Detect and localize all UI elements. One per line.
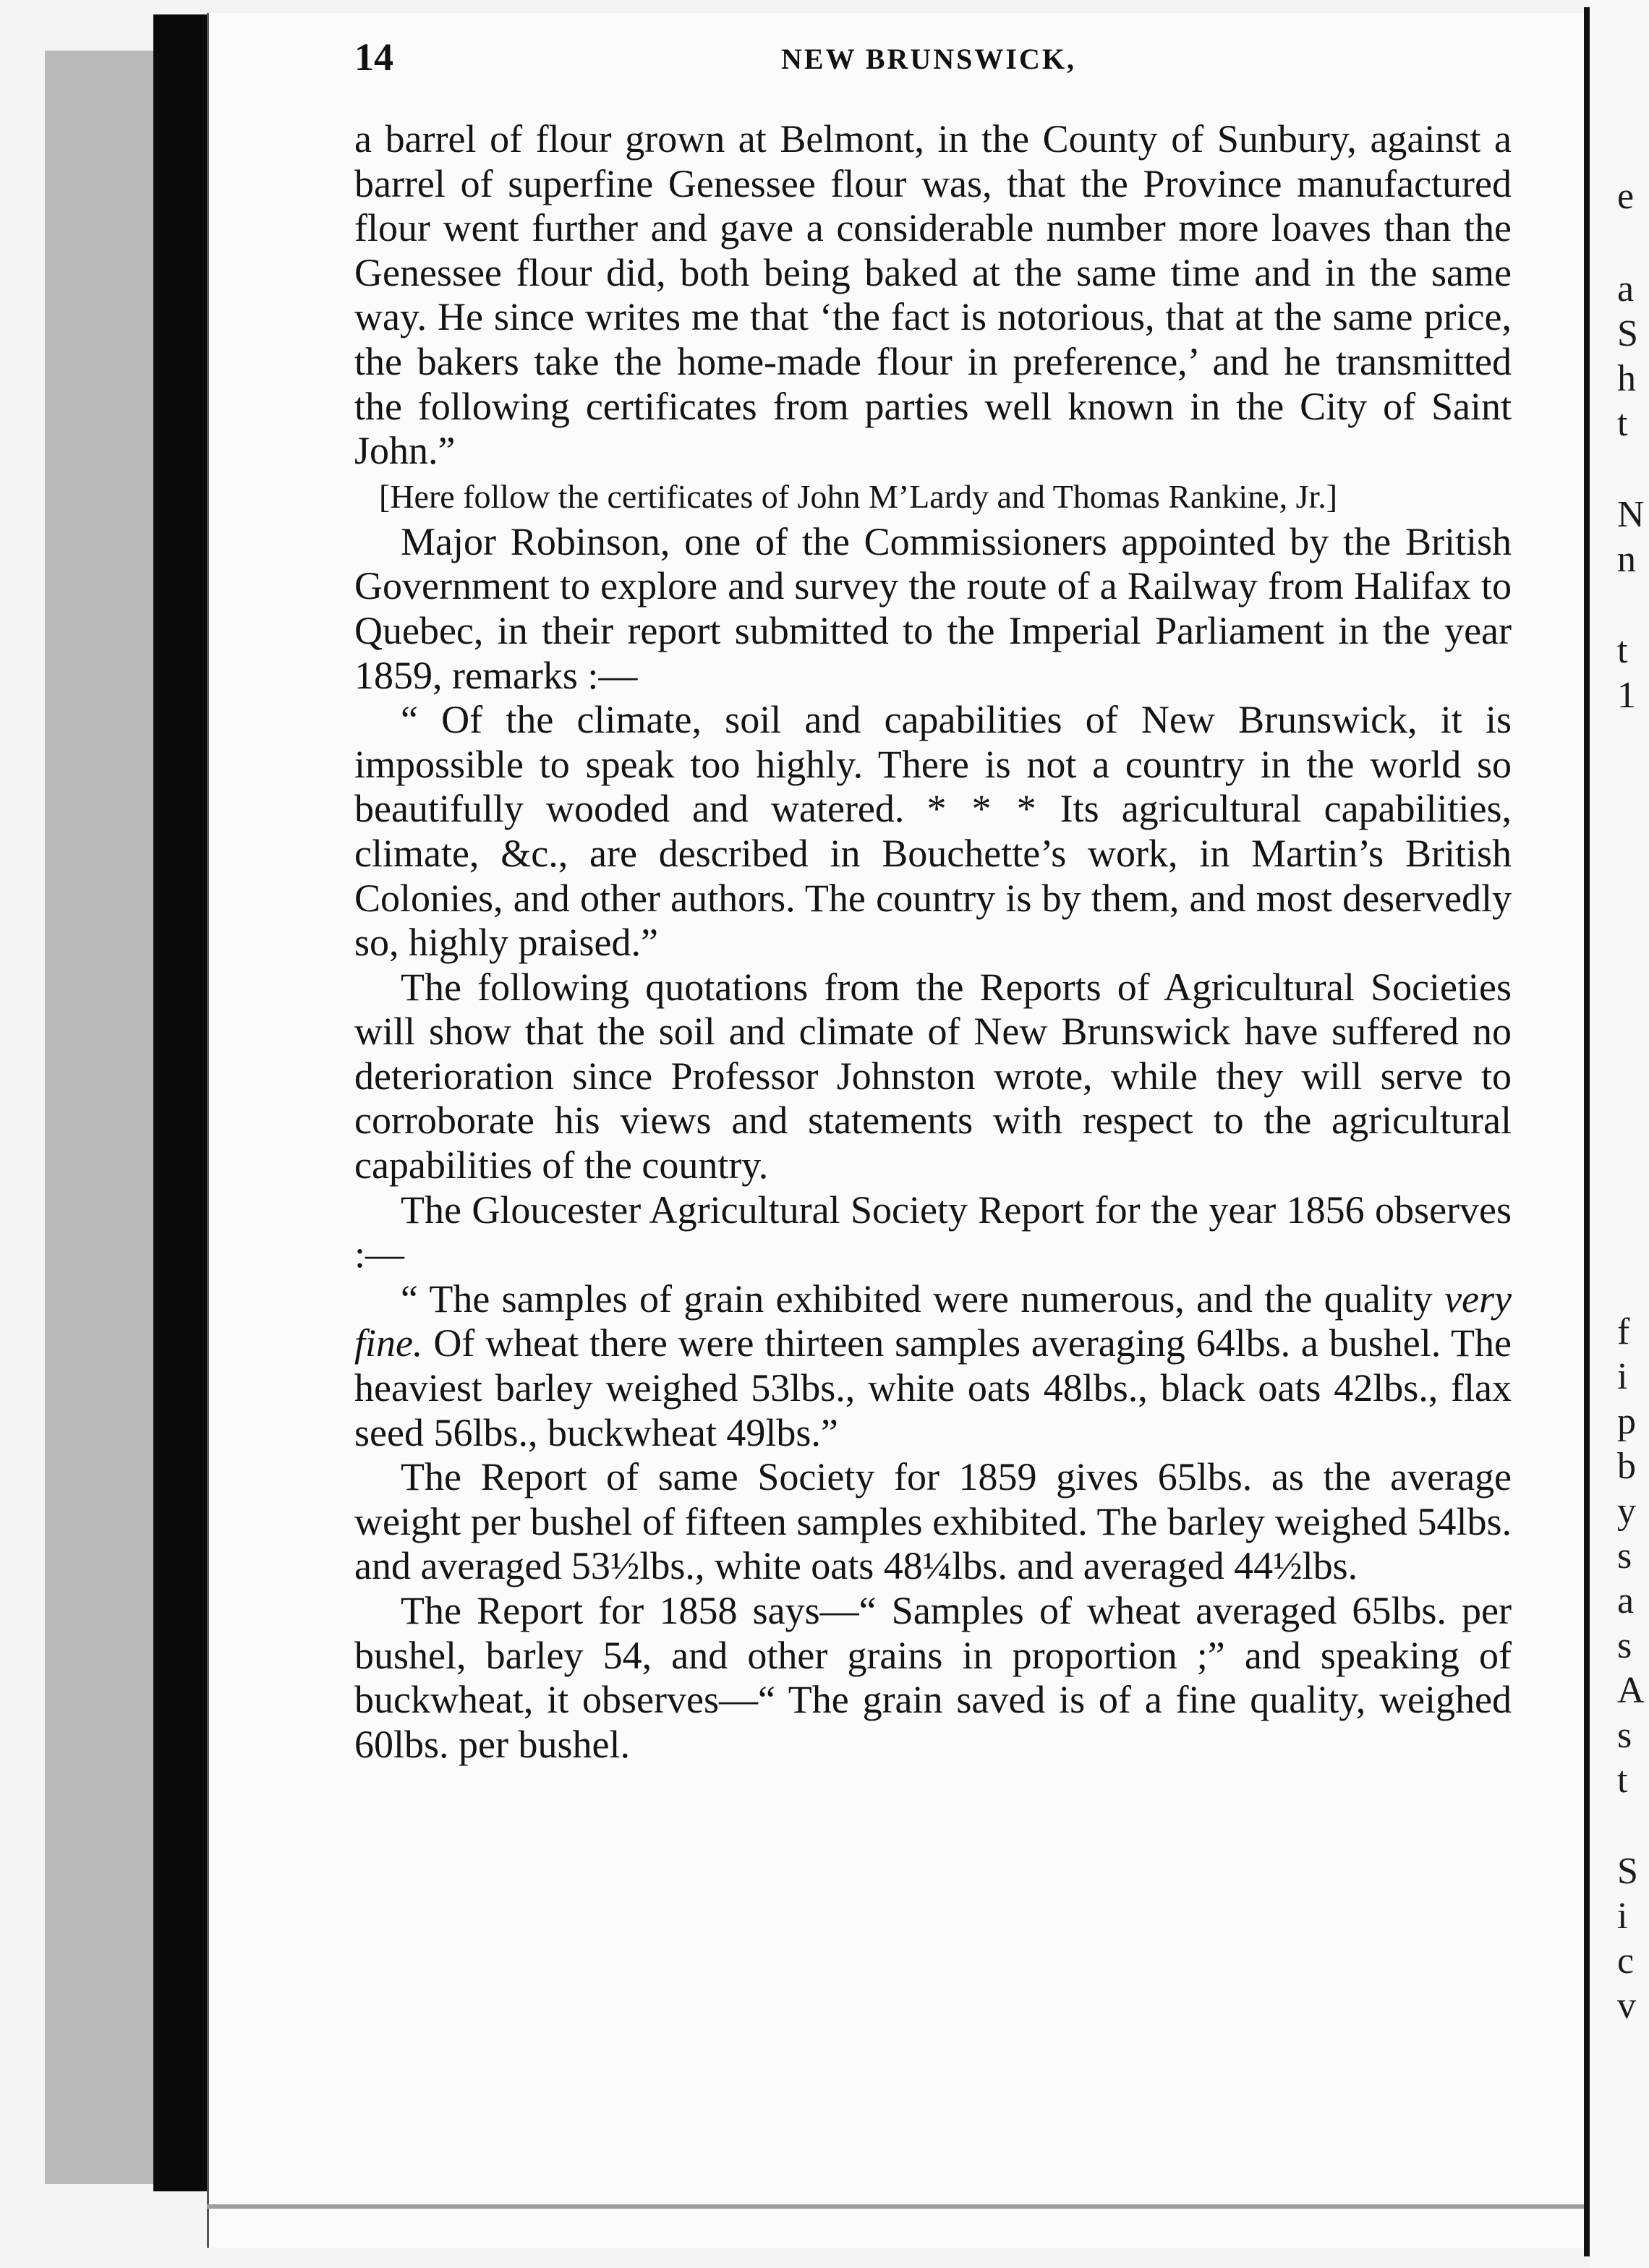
paragraph: The Report of same Society for 1859 gives 65lbs. as the average weight per bushel of fifteen samples exhibited. The barley weighed 54lbs. and averaged 53½lbs., white oats 48¼lbs. and averaged 44½lbs. [354, 1455, 1512, 1588]
ellipsis-stars: * * * [926, 787, 1038, 831]
quotation [354, 698, 1512, 965]
facing-letter: s [1617, 1535, 1632, 1577]
body-text [354, 117, 1512, 1767]
facing-letter: v [1617, 1985, 1636, 2026]
facing-letter: c [1617, 1940, 1635, 1982]
page-number: 14 [354, 35, 393, 79]
facing-letter: a [1617, 1580, 1635, 1621]
facing-letter: y [1617, 1491, 1636, 1532]
editorial-note: [Here follow the certificates of John M’Lardy and Thomas Rankine, Jr.] [379, 477, 1338, 515]
facing-letter: h [1617, 358, 1636, 399]
facing-letter: s [1617, 1715, 1632, 1756]
facing-letter: a [1617, 268, 1635, 310]
facing-letter: b [1617, 1446, 1636, 1487]
facing-letter: p [1617, 1401, 1636, 1442]
left-gray-margin [45, 51, 153, 2184]
facing-letter: s [1617, 1625, 1632, 1666]
quotation-text: “ Of the climate, soil and capabilities of New Brunswick, it is impossible to speak too highly. There is not a country in the world so beautifully wooded and watered. [354, 698, 1512, 831]
facing-letter: e [1617, 176, 1635, 217]
book-spine-shadow [153, 14, 207, 2191]
facing-letter: S [1617, 1851, 1638, 1892]
paragraph: The Report for 1858 says—“ Samples of wheat averaged 65lbs. per bushel, barley 54, and other grains in proportion ;” and speaking of buckwheat, it observes—“ The grain saved is of a fine quality, weighed 60lbs. per bushel. [354, 1589, 1512, 1766]
facing-letter: A [1617, 1670, 1645, 1711]
quotation [354, 1277, 1512, 1455]
quotation-text: “ The samples of grain exhibited were numerous, and the quality [401, 1276, 1433, 1321]
page-header [354, 35, 1504, 85]
facing-letter: t [1617, 1760, 1628, 1801]
paragraph: The following quotations from the Reports of Agricultural Societies will show that the soil and climate of New Brunswick have suffered no deterioration since Professor Johnston wrote, while they will serve to corroborate his views and statements with respect to the agricultural capabilities of the country. [354, 965, 1512, 1188]
paragraph: Major Robinson, one of the Commissioners appointed by the British Government to explore and survey the route of a Railway from Halifax to Quebec, in their report submitted to the Imperial Parliament in the year 1859, remarks :— [354, 519, 1512, 697]
facing-letter: 1 [1617, 675, 1636, 716]
facing-letter: i [1617, 1356, 1628, 1397]
gutter-shadow [1584, 7, 1590, 2256]
facing-letter: f [1617, 1311, 1630, 1352]
facing-letter: N [1617, 494, 1645, 535]
facing-letter: i [1617, 1896, 1628, 1937]
quotation-text: Of wheat there were thirteen samples averaging 64lbs. a bushel. The heaviest barley weighed 53lbs., white oats 48lbs., black oats 42lbs., flax seed 56lbs., buckwheat 49lbs.” [354, 1321, 1512, 1454]
facing-letter: S [1617, 313, 1638, 354]
paragraph: a barrel of flour grown at Belmont, in the County of Sunbury, against a barrel of superfine Genessee flour was, that the Province manufactured flour went further and gave a considerable number more loaves than the Genessee flour did, both being baked at the same time and in the same way. He since writes me that ‘the fact is notorious, that at the same price, the bakers take the home-made flour in preference,’ and he transmitted the following certificates from parties well known in the City of Saint John.” [354, 117, 1512, 473]
paragraph: The Gloucester Agricultural Society Report for the year 1856 observes :— [354, 1188, 1512, 1276]
facing-letter: t [1617, 630, 1628, 671]
facing-letter: n [1617, 539, 1636, 580]
page-bottom-edge [207, 2204, 1584, 2209]
emphasis-text: very fine. [354, 1276, 1512, 1365]
running-head: NEW BRUNSWICK, [781, 43, 1076, 75]
facing-letter: t [1617, 403, 1628, 444]
quotation-text: Its agricultural capabilities, climate, &c., are described in Bouchette’s work, in Martin’s British Colonies, and other authors. The country is by them, and most deservedly so, highly praised.” [354, 787, 1512, 965]
